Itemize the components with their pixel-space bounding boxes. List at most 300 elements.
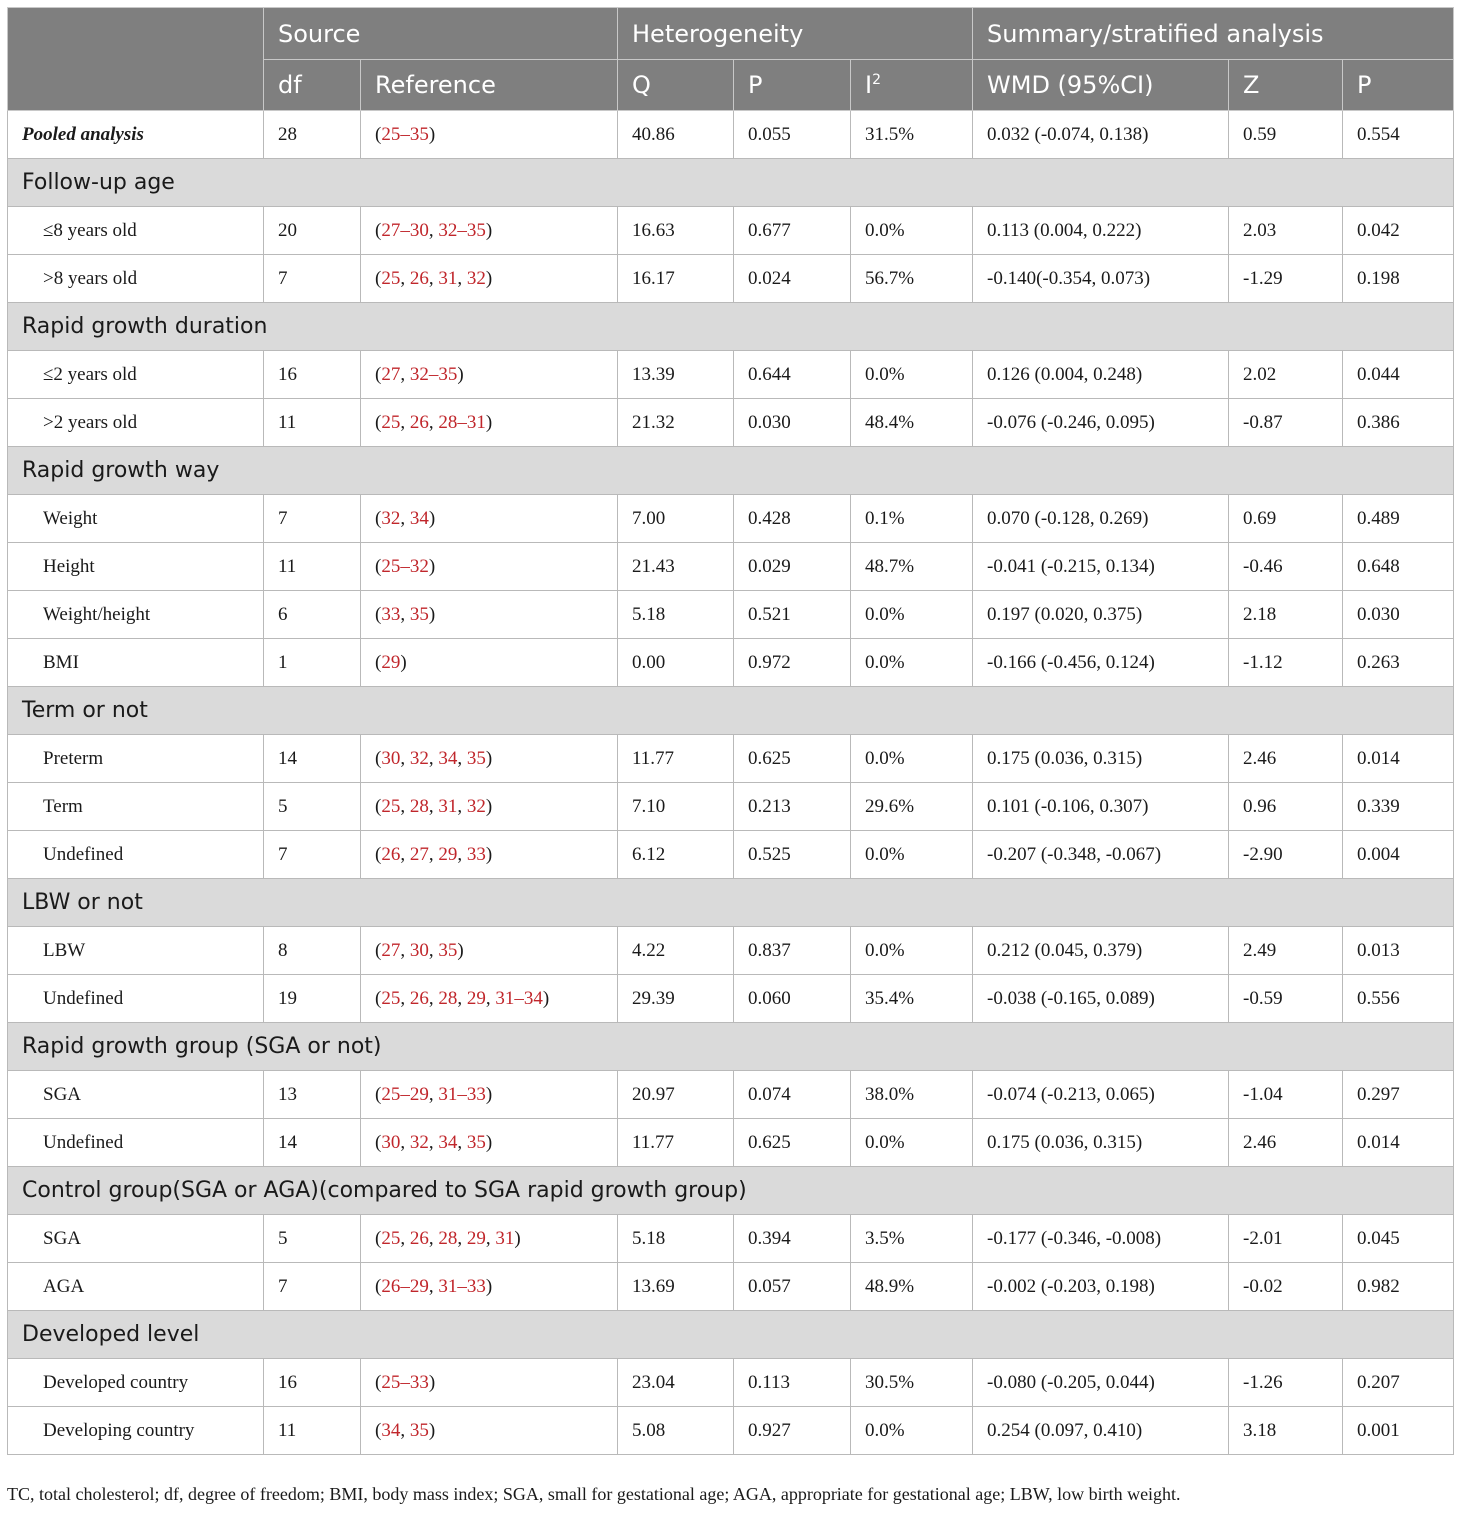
q-cell: 23.04	[618, 1359, 734, 1407]
p-summary-cell: 0.297	[1343, 1071, 1454, 1119]
z-cell: -0.87	[1229, 399, 1343, 447]
reference-link[interactable]: 25	[381, 267, 401, 289]
p-heterogeneity-cell: 0.394	[734, 1215, 851, 1263]
row-label: Developing country	[8, 1407, 264, 1455]
reference-link[interactable]: 26	[381, 843, 401, 865]
wmd-cell: -0.207 (-0.348, -0.067)	[973, 831, 1229, 879]
q-cell: 29.39	[618, 975, 734, 1023]
reference-punctuation: ,	[428, 987, 439, 1009]
p-heterogeneity-cell: 0.060	[734, 975, 851, 1023]
reference-link[interactable]: 32	[381, 507, 401, 529]
i-squared-cell: 0.0%	[851, 639, 973, 687]
q-cell: 7.00	[618, 495, 734, 543]
reference-punctuation: ,	[457, 987, 467, 1009]
group-label: Developed level	[8, 1311, 1454, 1359]
z-cell: 3.18	[1229, 1407, 1343, 1455]
reference-punctuation: (	[375, 411, 382, 433]
reference-link[interactable]: 25–29	[381, 1083, 429, 1105]
i-squared-cell: 48.9%	[851, 1263, 973, 1311]
table-row	[8, 1215, 1454, 1263]
df-cell: 14	[264, 1119, 361, 1167]
reference-link[interactable]: 27	[409, 843, 429, 865]
reference-punctuation: )	[428, 507, 436, 529]
reference-punctuation: ,	[400, 1131, 410, 1153]
z-cell: 2.02	[1229, 351, 1343, 399]
table-row	[8, 783, 1454, 831]
reference-cell	[361, 783, 618, 831]
row-label: ≤8 years old	[8, 207, 264, 255]
p-summary-cell: 0.489	[1343, 495, 1454, 543]
reference-punctuation: ,	[400, 1227, 410, 1249]
reference-link[interactable]: 31	[438, 267, 458, 289]
p-heterogeneity-cell: 0.927	[734, 1407, 851, 1455]
row-label: Pooled analysis	[8, 111, 264, 159]
reference-punctuation: )	[485, 267, 493, 289]
reference-punctuation: ,	[428, 267, 439, 289]
reference-punctuation: (	[375, 603, 382, 625]
p-heterogeneity-cell: 0.625	[734, 735, 851, 783]
reference-punctuation: )	[457, 939, 464, 961]
reference-punctuation: ,	[457, 267, 467, 289]
reference-link[interactable]: 35	[466, 1131, 486, 1153]
q-cell: 16.17	[618, 255, 734, 303]
reference-link[interactable]: 25–32	[381, 555, 429, 577]
reference-punctuation: (	[375, 555, 382, 577]
reference-punctuation: )	[428, 1371, 436, 1393]
reference-link[interactable]: 26	[409, 1227, 429, 1249]
reference-punctuation: )	[485, 795, 493, 817]
reference-link[interactable]: 35	[409, 603, 429, 625]
header-i-squared	[851, 60, 973, 111]
reference-punctuation: )	[485, 1083, 493, 1105]
p-heterogeneity-cell: 0.677	[734, 207, 851, 255]
reference-cell	[361, 207, 618, 255]
df-cell: 20	[264, 207, 361, 255]
table-row	[8, 1071, 1454, 1119]
reference-punctuation: (	[375, 1131, 382, 1153]
header-wmd: WMD (95%CI)	[973, 60, 1229, 111]
wmd-cell: -0.041 (-0.215, 0.134)	[973, 543, 1229, 591]
df-cell: 11	[264, 399, 361, 447]
table-row	[8, 1119, 1454, 1167]
reference-punctuation: ,	[428, 1083, 439, 1105]
p-heterogeneity-cell: 0.644	[734, 351, 851, 399]
reference-punctuation: )	[542, 987, 550, 1009]
q-cell: 5.18	[618, 591, 734, 639]
p-heterogeneity-cell: 0.029	[734, 543, 851, 591]
z-cell: -0.59	[1229, 975, 1343, 1023]
df-cell: 11	[264, 543, 361, 591]
wmd-cell: 0.070 (-0.128, 0.269)	[973, 495, 1229, 543]
reference-punctuation: ,	[428, 939, 439, 961]
reference-punctuation: ,	[428, 843, 439, 865]
p-heterogeneity-cell: 0.525	[734, 831, 851, 879]
df-cell: 7	[264, 495, 361, 543]
reference-punctuation: ,	[400, 411, 410, 433]
table-row	[8, 207, 1454, 255]
p-summary-cell: 0.207	[1343, 1359, 1454, 1407]
row-label: Developed country	[8, 1359, 264, 1407]
reference-punctuation: ,	[400, 747, 410, 769]
table-row	[8, 1263, 1454, 1311]
z-cell: -0.46	[1229, 543, 1343, 591]
wmd-cell: -0.140(-0.354, 0.073)	[973, 255, 1229, 303]
z-cell: 2.49	[1229, 927, 1343, 975]
i-squared-cell: 0.0%	[851, 591, 973, 639]
header-q: Q	[618, 60, 734, 111]
reference-cell	[361, 1359, 618, 1407]
reference-link[interactable]: 29	[466, 987, 486, 1009]
z-cell: 2.46	[1229, 1119, 1343, 1167]
reference-link[interactable]: 32–35	[409, 363, 458, 385]
p-summary-cell: 0.013	[1343, 927, 1454, 975]
q-cell: 13.69	[618, 1263, 734, 1311]
reference-cell	[361, 831, 618, 879]
p-summary-cell: 0.045	[1343, 1215, 1454, 1263]
reference-punctuation: ,	[400, 939, 410, 961]
p-summary-cell: 0.339	[1343, 783, 1454, 831]
z-cell: 0.69	[1229, 495, 1343, 543]
reference-link[interactable]: 35	[466, 747, 486, 769]
z-cell: 2.46	[1229, 735, 1343, 783]
row-label: SGA	[8, 1071, 264, 1119]
reference-link[interactable]: 25	[381, 1227, 401, 1249]
p-heterogeneity-cell: 0.030	[734, 399, 851, 447]
reference-cell	[361, 927, 618, 975]
group-label: Rapid growth duration	[8, 303, 1454, 351]
pooled-analysis-row	[8, 111, 1454, 159]
reference-link[interactable]: 33	[381, 603, 401, 625]
wmd-cell: 0.113 (0.004, 0.222)	[973, 207, 1229, 255]
reference-link[interactable]: 33	[466, 843, 486, 865]
wmd-cell: -0.080 (-0.205, 0.044)	[973, 1359, 1229, 1407]
reference-punctuation: ,	[457, 1227, 467, 1249]
q-cell: 11.77	[618, 735, 734, 783]
df-cell: 16	[264, 1359, 361, 1407]
reference-cell	[361, 399, 618, 447]
df-cell: 5	[264, 783, 361, 831]
reference-cell	[361, 111, 618, 159]
reference-link[interactable]: 25–35	[381, 123, 429, 145]
reference-cell	[361, 591, 618, 639]
q-cell: 21.43	[618, 543, 734, 591]
reference-link[interactable]: 26	[409, 267, 429, 289]
group-label: Follow-up age	[8, 159, 1454, 207]
reference-punctuation: (	[375, 363, 382, 385]
reference-punctuation: (	[375, 507, 382, 529]
reference-link[interactable]: 28–31	[438, 411, 486, 433]
q-cell: 5.08	[618, 1407, 734, 1455]
q-cell: 16.63	[618, 207, 734, 255]
q-cell: 21.32	[618, 399, 734, 447]
table-row	[8, 927, 1454, 975]
table-header	[8, 8, 1454, 111]
table-row	[8, 255, 1454, 303]
group-header-row	[8, 687, 1454, 735]
q-cell: 5.18	[618, 1215, 734, 1263]
header-i-squared-base: I	[865, 71, 873, 99]
reference-cell	[361, 975, 618, 1023]
reference-punctuation: )	[485, 219, 493, 241]
z-cell: -1.29	[1229, 255, 1343, 303]
reference-cell	[361, 1215, 618, 1263]
table-row	[8, 735, 1454, 783]
reference-link[interactable]: 30	[381, 747, 401, 769]
reference-punctuation: (	[375, 747, 382, 769]
reference-link[interactable]: 29	[466, 1227, 486, 1249]
reference-cell	[361, 735, 618, 783]
row-label: Weight	[8, 495, 264, 543]
row-label: LBW	[8, 927, 264, 975]
reference-link[interactable]: 26	[409, 987, 429, 1009]
reference-link[interactable]: 28	[438, 1227, 458, 1249]
reference-punctuation: )	[428, 555, 436, 577]
i-squared-cell: 0.1%	[851, 495, 973, 543]
reference-cell	[361, 1071, 618, 1119]
row-label: SGA	[8, 1215, 264, 1263]
table-body	[8, 111, 1454, 1455]
i-squared-cell: 35.4%	[851, 975, 973, 1023]
group-header-row	[8, 447, 1454, 495]
df-cell: 7	[264, 1263, 361, 1311]
reference-link[interactable]: 34	[381, 1419, 401, 1441]
p-summary-cell: 0.982	[1343, 1263, 1454, 1311]
header-source: Source	[264, 8, 618, 60]
reference-punctuation: ,	[428, 1131, 439, 1153]
reference-punctuation: ,	[400, 1419, 410, 1441]
reference-cell	[361, 255, 618, 303]
reference-punctuation: (	[375, 267, 382, 289]
p-heterogeneity-cell: 0.521	[734, 591, 851, 639]
p-heterogeneity-cell: 0.057	[734, 1263, 851, 1311]
header-row-top	[8, 8, 1454, 60]
reference-link[interactable]: 28	[438, 987, 458, 1009]
reference-link[interactable]: 27–30	[381, 219, 429, 241]
q-cell: 6.12	[618, 831, 734, 879]
reference-link[interactable]: 27	[381, 363, 401, 385]
i-squared-cell: 29.6%	[851, 783, 973, 831]
i-squared-cell: 0.0%	[851, 735, 973, 783]
i-squared-cell: 48.7%	[851, 543, 973, 591]
reference-link[interactable]: 26–29	[381, 1275, 429, 1297]
reference-punctuation: )	[428, 603, 436, 625]
z-cell: -1.26	[1229, 1359, 1343, 1407]
p-heterogeneity-cell: 0.837	[734, 927, 851, 975]
i-squared-cell: 0.0%	[851, 207, 973, 255]
reference-link[interactable]: 32–35	[438, 219, 486, 241]
z-cell: -1.12	[1229, 639, 1343, 687]
z-cell: -1.04	[1229, 1071, 1343, 1119]
reference-link[interactable]: 34	[409, 507, 429, 529]
reference-link[interactable]: 32	[409, 1131, 429, 1153]
reference-link[interactable]: 31	[495, 1227, 515, 1249]
header-reference: Reference	[361, 60, 618, 111]
wmd-cell: -0.076 (-0.246, 0.095)	[973, 399, 1229, 447]
group-header-row	[8, 303, 1454, 351]
row-label: >2 years old	[8, 399, 264, 447]
p-summary-cell: 0.263	[1343, 639, 1454, 687]
reference-link[interactable]: 34	[438, 747, 458, 769]
reference-punctuation: )	[457, 363, 464, 385]
reference-punctuation: ,	[428, 747, 439, 769]
p-summary-cell: 0.042	[1343, 207, 1454, 255]
row-label: Term	[8, 783, 264, 831]
row-label: BMI	[8, 639, 264, 687]
header-corner-cell	[8, 8, 264, 111]
reference-link[interactable]: 32	[466, 267, 486, 289]
q-cell: 0.00	[618, 639, 734, 687]
p-summary-cell: 0.556	[1343, 975, 1454, 1023]
row-label: >8 years old	[8, 255, 264, 303]
reference-punctuation: (	[375, 1371, 382, 1393]
reference-link[interactable]: 27	[381, 939, 401, 961]
df-cell: 14	[264, 735, 361, 783]
header-df: df	[264, 60, 361, 111]
reference-punctuation: (	[375, 1083, 382, 1105]
table-row	[8, 543, 1454, 591]
p-summary-cell: 0.554	[1343, 111, 1454, 159]
table-row	[8, 1359, 1454, 1407]
reference-link[interactable]: 30	[381, 1131, 401, 1153]
reference-punctuation: ,	[400, 363, 410, 385]
reference-link[interactable]: 25	[381, 411, 401, 433]
reference-link[interactable]: 31	[438, 795, 458, 817]
reference-punctuation: ,	[400, 987, 410, 1009]
row-label: ≤2 years old	[8, 351, 264, 399]
reference-link[interactable]: 25	[381, 987, 401, 1009]
reference-punctuation: ,	[400, 267, 410, 289]
df-cell: 7	[264, 255, 361, 303]
wmd-cell: 0.197 (0.020, 0.375)	[973, 591, 1229, 639]
reference-link[interactable]: 30	[409, 939, 429, 961]
wmd-cell: 0.126 (0.004, 0.248)	[973, 351, 1229, 399]
reference-punctuation: (	[375, 843, 382, 865]
reference-punctuation: (	[375, 651, 382, 673]
row-label: Undefined	[8, 831, 264, 879]
p-summary-cell: 0.648	[1343, 543, 1454, 591]
p-summary-cell: 0.014	[1343, 735, 1454, 783]
group-label: Term or not	[8, 687, 1454, 735]
group-header-row	[8, 1167, 1454, 1215]
row-label: Preterm	[8, 735, 264, 783]
wmd-cell: -0.074 (-0.213, 0.065)	[973, 1071, 1229, 1119]
reference-punctuation: ,	[428, 1227, 439, 1249]
p-summary-cell: 0.001	[1343, 1407, 1454, 1455]
table-row	[8, 495, 1454, 543]
i-squared-cell: 0.0%	[851, 927, 973, 975]
reference-punctuation: ,	[428, 1275, 439, 1297]
reference-punctuation: )	[514, 1227, 521, 1249]
reference-punctuation: ,	[485, 1227, 496, 1249]
reference-punctuation: )	[428, 123, 436, 145]
reference-link[interactable]: 32	[466, 795, 486, 817]
reference-link[interactable]: 34	[438, 1131, 458, 1153]
reference-link[interactable]: 26	[409, 411, 429, 433]
i-squared-cell: 0.0%	[851, 351, 973, 399]
group-header-row	[8, 159, 1454, 207]
reference-link[interactable]: 35	[438, 939, 458, 961]
z-cell: 0.59	[1229, 111, 1343, 159]
header-heterogeneity: Heterogeneity	[618, 8, 973, 60]
wmd-cell: 0.212 (0.045, 0.379)	[973, 927, 1229, 975]
p-summary-cell: 0.030	[1343, 591, 1454, 639]
p-heterogeneity-cell: 0.055	[734, 111, 851, 159]
wmd-cell: 0.254 (0.097, 0.410)	[973, 1407, 1229, 1455]
group-label: Rapid growth group (SGA or not)	[8, 1023, 1454, 1071]
z-cell: 2.18	[1229, 591, 1343, 639]
reference-punctuation: )	[400, 651, 407, 673]
df-cell: 11	[264, 1407, 361, 1455]
reference-punctuation: ,	[428, 411, 439, 433]
header-p-summary: P	[1343, 60, 1454, 111]
reference-cell	[361, 495, 618, 543]
reference-punctuation: (	[375, 123, 382, 145]
wmd-cell: -0.038 (-0.165, 0.089)	[973, 975, 1229, 1023]
header-summary: Summary/stratified analysis	[973, 8, 1454, 60]
reference-link[interactable]: 35	[409, 1419, 429, 1441]
i-squared-cell: 31.5%	[851, 111, 973, 159]
reference-link[interactable]: 28	[409, 795, 429, 817]
table-row	[8, 399, 1454, 447]
wmd-cell: 0.101 (-0.106, 0.307)	[973, 783, 1229, 831]
z-cell: 2.03	[1229, 207, 1343, 255]
wmd-cell: 0.175 (0.036, 0.315)	[973, 735, 1229, 783]
p-heterogeneity-cell: 0.625	[734, 1119, 851, 1167]
reference-punctuation: )	[428, 1419, 436, 1441]
reference-punctuation: (	[375, 1227, 382, 1249]
z-cell: 0.96	[1229, 783, 1343, 831]
table-row	[8, 831, 1454, 879]
reference-punctuation: ,	[457, 795, 467, 817]
reference-link[interactable]: 31–34	[495, 987, 543, 1009]
reference-link[interactable]: 32	[409, 747, 429, 769]
i-squared-cell: 56.7%	[851, 255, 973, 303]
q-cell: 13.39	[618, 351, 734, 399]
reference-link[interactable]: 25–33	[381, 1371, 429, 1393]
p-heterogeneity-cell: 0.113	[734, 1359, 851, 1407]
reference-punctuation: (	[375, 1419, 382, 1441]
df-cell: 5	[264, 1215, 361, 1263]
reference-link[interactable]: 25	[381, 795, 401, 817]
reference-punctuation: )	[485, 843, 493, 865]
reference-punctuation: (	[375, 939, 382, 961]
q-cell: 4.22	[618, 927, 734, 975]
reference-link[interactable]: 31–33	[438, 1275, 486, 1297]
i-squared-cell: 38.0%	[851, 1071, 973, 1119]
header-p-heterogeneity: P	[734, 60, 851, 111]
i-squared-cell: 48.4%	[851, 399, 973, 447]
z-cell: -2.01	[1229, 1215, 1343, 1263]
reference-punctuation: ,	[457, 747, 467, 769]
df-cell: 1	[264, 639, 361, 687]
reference-link[interactable]: 31–33	[438, 1083, 486, 1105]
p-summary-cell: 0.044	[1343, 351, 1454, 399]
reference-link[interactable]: 29	[438, 843, 458, 865]
reference-punctuation: ,	[400, 507, 410, 529]
df-cell: 8	[264, 927, 361, 975]
group-label: Control group(SGA or AGA)(compared to SGA rapid growth group)	[8, 1167, 1454, 1215]
results-table-container	[7, 7, 1453, 1455]
table-row	[8, 591, 1454, 639]
df-cell: 6	[264, 591, 361, 639]
p-summary-cell: 0.386	[1343, 399, 1454, 447]
reference-punctuation: (	[375, 987, 382, 1009]
row-label: Weight/height	[8, 591, 264, 639]
reference-cell	[361, 1263, 618, 1311]
header-z: Z	[1229, 60, 1343, 111]
reference-link[interactable]: 29	[381, 651, 401, 673]
row-label: Undefined	[8, 1119, 264, 1167]
